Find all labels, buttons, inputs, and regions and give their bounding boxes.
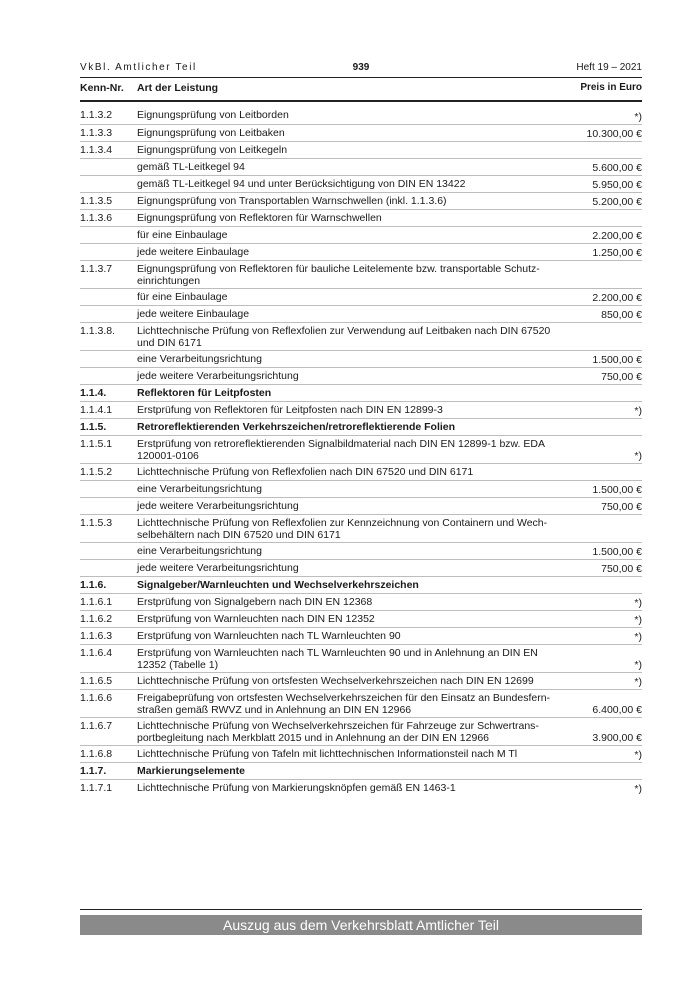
row-price: 750,00 € <box>601 501 642 513</box>
row-price: 1.500,00 € <box>592 484 642 496</box>
row-kenn-nr: 1.1.4. <box>80 387 107 399</box>
row-kenn-nr: 1.1.3.7 <box>80 263 113 275</box>
row-leistung: gemäß TL-Leitkegel 94 <box>137 161 245 173</box>
table-row <box>80 175 642 192</box>
row-kenn-nr: 1.1.3.2 <box>80 109 113 121</box>
row-price: 1.500,00 € <box>592 546 642 558</box>
row-kenn-nr: 1.1.5.1 <box>80 438 113 450</box>
row-price: 3.900,00 € <box>592 732 642 744</box>
table-bottom-rule <box>80 909 642 910</box>
table-row <box>80 542 642 559</box>
row-kenn-nr <box>80 291 137 304</box>
row-kenn-nr <box>80 308 137 321</box>
section-row <box>80 576 642 593</box>
row-leistung: Erstprüfung von Warnleuchten nach TL Warnleuchten 90 und in Anlehnung an DIN EN 12352 (Tabelle 1) <box>137 647 538 671</box>
row-price: 750,00 € <box>601 563 642 575</box>
row-price: 850,00 € <box>601 309 642 321</box>
row-price: 5.200,00 € <box>592 196 642 208</box>
row-price: 2.200,00 € <box>592 292 642 304</box>
row-kenn-nr <box>80 353 137 366</box>
row-kenn-nr: 1.1.6.6 <box>80 692 113 704</box>
row-kenn-nr: 1.1.6. <box>80 579 107 591</box>
row-kenn-nr <box>80 370 137 383</box>
row-kenn-nr: 1.1.3.5 <box>80 195 113 207</box>
row-kenn-nr <box>80 483 137 496</box>
row-kenn-nr <box>80 562 137 575</box>
row-leistung: eine Verarbeitungsrichtung <box>137 545 262 557</box>
row-leistung: eine Verarbeitungsrichtung <box>137 483 262 495</box>
row-leistung: Eignungsprüfung von Leitkegeln <box>137 144 288 156</box>
row-kenn-nr: 1.1.6.7 <box>80 720 113 732</box>
journal-title: VkBl. Amtlicher Teil <box>80 62 197 73</box>
table-row <box>80 350 642 367</box>
row-leistung: Lichttechnische Prüfung von Reflexfolien nach DIN 67520 und DIN 6171 <box>137 466 474 478</box>
column-header-preis: Preis in Euro <box>580 82 642 93</box>
table-row <box>80 480 642 497</box>
table-row <box>80 610 642 627</box>
price-table <box>80 107 642 796</box>
row-kenn-nr: 1.1.5.2 <box>80 466 113 478</box>
row-price: 6.400,00 € <box>592 704 642 716</box>
row-leistung: Erstprüfung von Warnleuchten nach DIN EN 12352 <box>137 613 375 625</box>
table-row <box>80 779 642 796</box>
issue-label: Heft 19 – 2021 <box>576 62 642 73</box>
row-leistung: Retroreflektierenden Verkehrszeichen/retroreflektierende Folien <box>137 421 456 433</box>
row-leistung: Lichttechnische Prüfung von Markierungsknöpfen gemäß EN 1463-1 <box>137 782 456 794</box>
row-kenn-nr <box>80 500 137 513</box>
table-row <box>80 158 642 175</box>
row-kenn-nr: 1.1.7. <box>80 765 107 777</box>
row-kenn-nr <box>80 161 137 174</box>
row-price: *) <box>634 631 642 643</box>
row-kenn-nr <box>80 246 137 259</box>
table-row <box>80 141 642 158</box>
row-kenn-nr: 1.1.5.3 <box>80 517 113 529</box>
row-kenn-nr: 1.1.6.8 <box>80 748 113 760</box>
row-leistung: Erstprüfung von Reflektoren für Leitpfosten nach DIN EN 12899-3 <box>137 404 443 416</box>
row-kenn-nr: 1.1.3.8. <box>80 325 116 337</box>
table-row <box>80 435 642 463</box>
table-row <box>80 689 642 717</box>
row-kenn-nr: 1.1.6.1 <box>80 596 113 608</box>
table-header <box>80 82 642 98</box>
row-leistung: jede weitere Verarbeitungsrichtung <box>137 370 299 382</box>
row-leistung: Lichttechnische Prüfung von ortsfesten Wechselverkehrszeichen nach DIN EN 12699 <box>137 675 534 687</box>
row-kenn-nr: 1.1.6.5 <box>80 675 113 687</box>
row-kenn-nr: 1.1.3.3 <box>80 127 113 139</box>
row-leistung: jede weitere Verarbeitungsrichtung <box>137 562 299 574</box>
row-kenn-nr <box>80 545 137 558</box>
table-row <box>80 514 642 542</box>
row-leistung: Erstprüfung von Signalgebern nach DIN EN 12368 <box>137 596 373 608</box>
row-leistung: Lichttechnische Prüfung von Wechselverkehrszeichen für Fahrzeuge zur Schwertransportbegleitung nach Merkblatt 2015 und in Anlehnung an der DIN EN 12966 <box>137 720 539 744</box>
table-row <box>80 124 642 141</box>
table-row <box>80 497 642 514</box>
row-leistung: Freigabeprüfung von ortsfesten Wechselverkehrszeichen für den Einsatz an Bundesfernstraßen gemäß RWVZ und in Anlehnung an DIN EN 12966 <box>137 692 551 716</box>
row-leistung: Markierungselemente <box>137 765 245 777</box>
row-leistung: Eignungsprüfung von Transportablen Warnschwellen (inkl. 1.1.3.6) <box>137 195 447 207</box>
row-price: *) <box>634 614 642 626</box>
row-leistung: jede weitere Verarbeitungsrichtung <box>137 500 299 512</box>
row-price: 5.950,00 € <box>592 179 642 191</box>
table-row <box>80 463 642 480</box>
row-leistung: eine Verarbeitungsrichtung <box>137 353 262 365</box>
table-row <box>80 209 642 226</box>
table-row <box>80 243 642 260</box>
table-row <box>80 717 642 745</box>
row-price: 750,00 € <box>601 371 642 383</box>
section-row <box>80 384 642 401</box>
table-row <box>80 672 642 689</box>
row-price: 10.300,00 € <box>586 128 642 140</box>
row-leistung: Erstprüfung von retroreflektierenden Signalbildmaterial nach DIN EN 12899-1 bzw. EDA 120001-0106 <box>137 438 545 462</box>
row-kenn-nr: 1.1.6.2 <box>80 613 113 625</box>
table-header-rule <box>80 100 642 102</box>
page-number: 939 <box>352 62 370 73</box>
row-kenn-nr: 1.1.4.1 <box>80 404 113 416</box>
row-leistung: Lichttechnische Prüfung von Reflexfolien zur Kennzeichnung von Containern und Wechselbehältern nach DIN 67520 und DIN 6171 <box>137 517 548 541</box>
column-header-kenn: Kenn-Nr. <box>80 82 124 94</box>
table-row <box>80 322 642 350</box>
row-kenn-nr: 1.1.6.3 <box>80 630 113 642</box>
row-kenn-nr: 1.1.3.4 <box>80 144 113 156</box>
table-row <box>80 644 642 672</box>
row-leistung: Eignungsprüfung von Reflektoren für Warnschwellen <box>137 212 382 224</box>
row-leistung: Eignungsprüfung von Reflektoren für bauliche Leitelemente bzw. transportable Schutzeinrichtungen <box>137 263 540 287</box>
row-kenn-nr: 1.1.3.6 <box>80 212 113 224</box>
table-row <box>80 226 642 243</box>
row-price: 5.600,00 € <box>592 162 642 174</box>
row-leistung: für eine Einbaulage <box>137 229 228 241</box>
row-price: *) <box>634 111 642 123</box>
table-row <box>80 367 642 384</box>
row-kenn-nr: 1.1.5. <box>80 421 107 433</box>
row-price: *) <box>634 676 642 688</box>
section-row <box>80 762 642 779</box>
row-leistung: Signalgeber/Warnleuchten und Wechselverkehrszeichen <box>137 579 419 591</box>
table-row <box>80 627 642 644</box>
row-price: *) <box>634 405 642 417</box>
table-row <box>80 401 642 418</box>
row-price: 1.250,00 € <box>592 247 642 259</box>
row-leistung: Lichttechnische Prüfung von Reflexfolien zur Verwendung auf Leitbaken nach DIN 67520 und DIN 6171 <box>137 325 551 349</box>
row-leistung: gemäß TL-Leitkegel 94 und unter Berücksichtigung von DIN EN 13422 <box>137 178 466 190</box>
row-leistung: Lichttechnische Prüfung von Tafeln mit lichttechnischen Informationsteil nach M Tl <box>137 748 518 760</box>
column-header-art: Art der Leistung <box>137 82 219 94</box>
table-row <box>80 107 642 124</box>
row-price: *) <box>634 450 642 462</box>
row-price: *) <box>634 783 642 795</box>
row-price: 1.500,00 € <box>592 354 642 366</box>
header-rule <box>80 77 642 78</box>
table-row <box>80 559 642 576</box>
table-row <box>80 593 642 610</box>
row-leistung: Eignungsprüfung von Leitborden <box>137 109 289 121</box>
row-leistung: Eignungsprüfung von Leitbaken <box>137 127 285 139</box>
row-leistung: jede weitere Einbaulage <box>137 308 250 320</box>
row-leistung: Erstprüfung von Warnleuchten nach TL Warnleuchten 90 <box>137 630 401 642</box>
row-kenn-nr <box>80 229 137 242</box>
row-price: *) <box>634 597 642 609</box>
row-kenn-nr: 1.1.6.4 <box>80 647 113 659</box>
row-price: *) <box>634 749 642 761</box>
table-row <box>80 745 642 762</box>
row-leistung: Reflektoren für Leitpfosten <box>137 387 272 399</box>
footer-banner: Auszug aus dem Verkehrsblatt Amtlicher Teil <box>80 915 642 935</box>
row-kenn-nr: 1.1.7.1 <box>80 782 113 794</box>
row-leistung: für eine Einbaulage <box>137 291 228 303</box>
table-row <box>80 288 642 305</box>
row-price: 2.200,00 € <box>592 230 642 242</box>
row-leistung: jede weitere Einbaulage <box>137 246 250 258</box>
row-kenn-nr <box>80 178 137 191</box>
section-row <box>80 418 642 435</box>
running-header <box>80 62 642 76</box>
table-row <box>80 305 642 322</box>
table-row <box>80 260 642 288</box>
table-row <box>80 192 642 209</box>
row-price: *) <box>634 659 642 671</box>
